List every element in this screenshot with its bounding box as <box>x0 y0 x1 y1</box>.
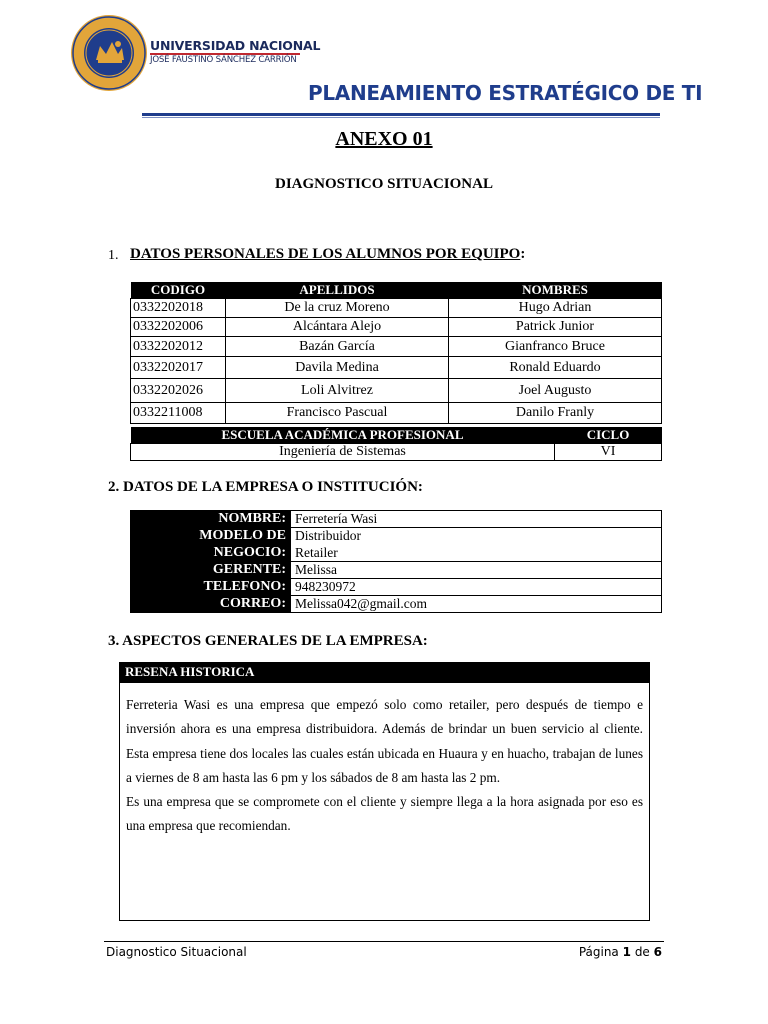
manager-label: GERENTE: <box>131 562 291 579</box>
email-value: Melissa042@gmail.com <box>291 596 662 613</box>
header-title: PLANEAMIENTO ESTRATÉGICO DE TI <box>308 81 703 105</box>
student-surnames: Alcántara Alejo <box>226 318 449 337</box>
company-name-label: NOMBRE: <box>131 511 291 528</box>
table-row <box>131 511 662 528</box>
student-surnames: Bazán García <box>226 337 449 357</box>
section-3-title: 3. ASPECTOS GENERALES DE LA EMPRESA: <box>108 633 428 649</box>
student-names: Gianfranco Bruce <box>449 337 662 357</box>
section-2-title: 2. DATOS DE LA EMPRESA O INSTITUCIÓN: <box>108 479 423 495</box>
table-row <box>131 528 662 545</box>
section-1-title: DATOS PERSONALES DE LOS ALUMNOS POR EQUIPO: <box>130 246 526 262</box>
student-code: 0332202026 <box>131 379 226 403</box>
business-model-value-2: Retailer <box>291 545 662 562</box>
student-names: Hugo Adrian <box>449 299 662 318</box>
company-table <box>130 510 662 613</box>
table-row <box>131 596 662 613</box>
university-subname: JOSÉ FAUSTINO SÁNCHEZ CARRIÓN <box>150 55 297 65</box>
cycle-value: VI <box>555 444 662 461</box>
students-table-header <box>131 282 662 299</box>
table-row <box>131 562 662 579</box>
email-label: CORREO: <box>131 596 291 613</box>
column-header-cycle: CICLO <box>555 427 662 444</box>
student-code: 0332211008 <box>131 403 226 424</box>
section-1-number: 1. <box>108 248 119 263</box>
phone-value: 948230972 <box>291 579 662 596</box>
table-row <box>131 579 662 596</box>
school-value: Ingeniería de Sistemas <box>131 444 555 461</box>
university-logo <box>70 14 148 92</box>
student-names: Danilo Franly <box>449 403 662 424</box>
student-code: 0332202006 <box>131 318 226 337</box>
footer-document-name: Diagnostico Situacional <box>106 945 247 959</box>
table-row <box>131 299 662 318</box>
table-row <box>131 545 662 562</box>
history-box <box>119 682 650 921</box>
student-surnames: Francisco Pascual <box>226 403 449 424</box>
history-box-title: RESENA HISTORICA <box>119 662 650 682</box>
student-names: Joel Augusto <box>449 379 662 403</box>
table-row <box>131 337 662 357</box>
table-row <box>131 318 662 337</box>
student-surnames: Loli Alvitrez <box>226 379 449 403</box>
footer-divider <box>104 941 664 942</box>
student-code: 0332202012 <box>131 337 226 357</box>
student-names: Patrick Junior <box>449 318 662 337</box>
column-header-school: ESCUELA ACADÉMICA PROFESIONAL <box>131 427 555 444</box>
business-model-value: Distribuidor <box>291 528 662 545</box>
students-table <box>130 282 662 424</box>
university-name: UNIVERSIDAD NACIONAL <box>150 38 321 53</box>
header-divider <box>142 113 660 116</box>
table-row <box>131 379 662 403</box>
student-code: 0332202018 <box>131 299 226 318</box>
table-row <box>131 444 662 461</box>
document-subtitle: DIAGNOSTICO SITUACIONAL <box>275 176 493 192</box>
student-code: 0332202017 <box>131 357 226 379</box>
company-name-value: Ferretería Wasi <box>291 511 662 528</box>
business-model-label: MODELO DE <box>131 528 291 545</box>
column-header-apellidos: APELLIDOS <box>226 282 449 299</box>
student-names: Ronald Eduardo <box>449 357 662 379</box>
business-model-label-2: NEGOCIO: <box>131 545 291 562</box>
table-row <box>131 403 662 424</box>
manager-value: Melissa <box>291 562 662 579</box>
table-row <box>131 357 662 379</box>
history-paragraph: Ferreteria Wasi es una empresa que empezó solo como retailer, pero después de tiempo e inversión ahora es una empresa distribuidora. Además de brindar un buen servicio al cliente. Esta empresa tiene dos locales las cuales están ubicada en Huaura y en huacho, trabajan de lunes a viernes de 8 am hasta las 6 pm y los sábados de 8 am hasta las 2 pm. <box>126 697 643 785</box>
school-table <box>130 427 662 461</box>
column-header-codigo: CODIGO <box>131 282 226 299</box>
student-surnames: Davila Medina <box>226 357 449 379</box>
column-header-nombres: NOMBRES <box>449 282 662 299</box>
history-paragraph: Es una empresa que se compromete con el cliente y siempre llega a la hora asignada por eso es una empresa que recomiendan. <box>126 794 643 834</box>
student-surnames: De la cruz Moreno <box>226 299 449 318</box>
annex-title: ANEXO 01 <box>335 128 433 150</box>
header-divider-thin <box>142 117 660 118</box>
footer-page-number: Página 1 de 6 <box>578 945 662 959</box>
phone-label: TELEFONO: <box>131 579 291 596</box>
